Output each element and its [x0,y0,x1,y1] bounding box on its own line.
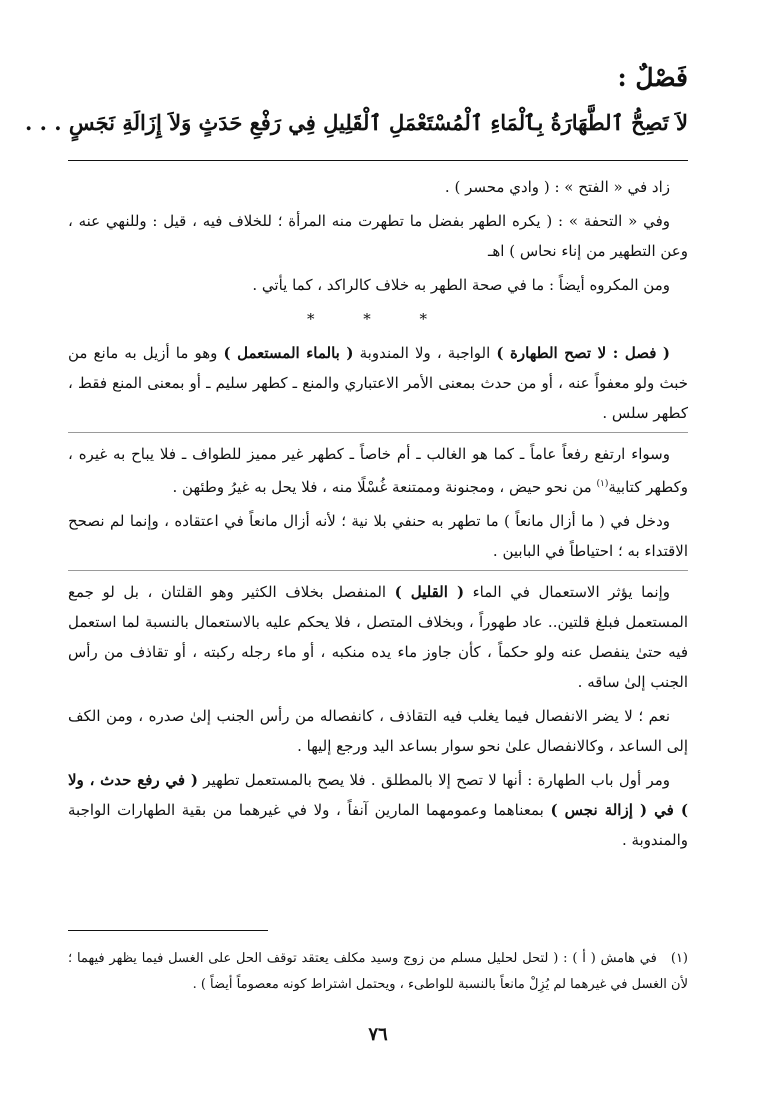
section-separator: * * * [306,310,450,328]
paragraph: وفي « التحفة » : ( يكره الطهر بفضل ما تطهرت منه المرأة ؛ للخلاف فيه ، قيل : وللنهي عنه ، وعن التطهير من إناء نحاس ) اهـ [68,212,688,260]
commentary [68,172,688,859]
footnote-number: (١) [670,951,688,966]
paragraph: ودخل في ( ما أزال مانعاً ) ما تطهر به حنفي بلا نية ؛ لأنه أزال مانعاً في اعتقاده ، وإنما لم نصحح الاقتداء به ؛ احتياطاً في البابين . [68,506,688,571]
paragraph: وإنما يؤثر الاستعمال في الماء ( القليل ) المنفصل بخلاف الكثير وهو القلتان ، بل لو جمع المستعمل فبلغ قلتين.. عاد طهوراً ، وبخلاف المتصل ، فلا يحكم عليه بالاستعمال بالنسبة لما استعمل فيه حتىٰ ينفصل عنه ولو حكماً ، كأن جاوز ماء يده منكبه ، أو ماء رجله ركبته ، أو تقاذف من رأس الجنب إلىٰ ساقه . [68,583,688,691]
paragraph: ومن المكروه أيضاً : ما في صحة الطهر به خلاف كالراكد ، كما يأتي . [252,276,670,294]
book-page [24,0,689,1097]
matn-text: لاَ تَصِحُّ ٱلطَّهَارَةُ بِٱلْمَاءِ ٱلْمُسْتَعْمَلِ ٱلْقَلِيلِ فِي رَفْعِ حَدَثٍ وَلاَ إِزَالَةِ نَجَسٍ . . . [24,110,688,135]
matn-heading: فَصْلٌ : [617,63,688,92]
matn-divider [68,160,688,161]
paragraph: ( فصل : لا تصح الطهارة ) الواجبة ، ولا المندوبة ( بالماء المستعمل ) وهو ما أزيل به مانع من خبث ولو معفواً عنه ، أو من حدث بمعنى الأمر الاعتباري والمنع ـ كطهر سليم ـ أو بمعنى المنع فقط ، كطهر سلس . [68,338,688,433]
quoted-matn: ( بالماء المستعمل ) [223,344,354,362]
footnote-divider [68,930,268,931]
quoted-matn: ( في رفع حدث ، ولا ) في ( إزالة نجس ) [68,771,689,819]
paragraph: وسواء ارتفع رفعاً عاماً ـ كما هو الغالب ـ أم خاصاً ـ كطهر غير مميز للطواف ـ فلا يباح به غيره ، وكطهر كتابية$^{(١)}$ من نحو حيض ، ومجنونة وممتنعة غُسْلًا منه ، فلا يحل به غيرُ وطئهن . [68,445,688,496]
quoted-matn: ( القليل ) [394,583,465,601]
footnote-text: في هامش ( أ ) : ( لتحل لحليل مسلم من زوج وسيد مكلف يعتقد توقف الحل على الغسل فيما يظهر فيهما ؛ لأن الغسل في غيرهما لم يُزِلْ مانعاً بالنسبة للواطىء ، ويحتمل اشتراط كونه معصوماً أيضاً ) . [68,951,688,992]
footnote-marker[interactable]: (١) [596,479,609,489]
quoted-matn: ( فصل : لا تصح الطهارة ) [496,344,671,362]
page-number: ٧٦ [368,1024,388,1045]
paragraph: نعم ؛ لا يضر الانفصال فيما يغلب فيه التقاذف ، كانفصاله من رأس الجنب إلىٰ صدره ، ومن الكف إلى الساعد ، وكالانفصال علىٰ نحو سوار بساعد اليد ورجع إليها . [68,707,688,755]
paragraph: ومر أول باب الطهارة : أنها لا تصح إلا بالمطلق . فلا يصح بالمستعمل تطهير ( في رفع حدث ، ولا ) في ( إزالة نجس ) بمعناهما وعمومهما المارين آنفاً ، ولا في غيرهما من بقية الطهارات الواجبة والمندوبة . [68,771,689,849]
paragraph: زاد في « الفتح » : ( وادي محسر ) . [444,178,670,196]
footnote [68,946,688,998]
